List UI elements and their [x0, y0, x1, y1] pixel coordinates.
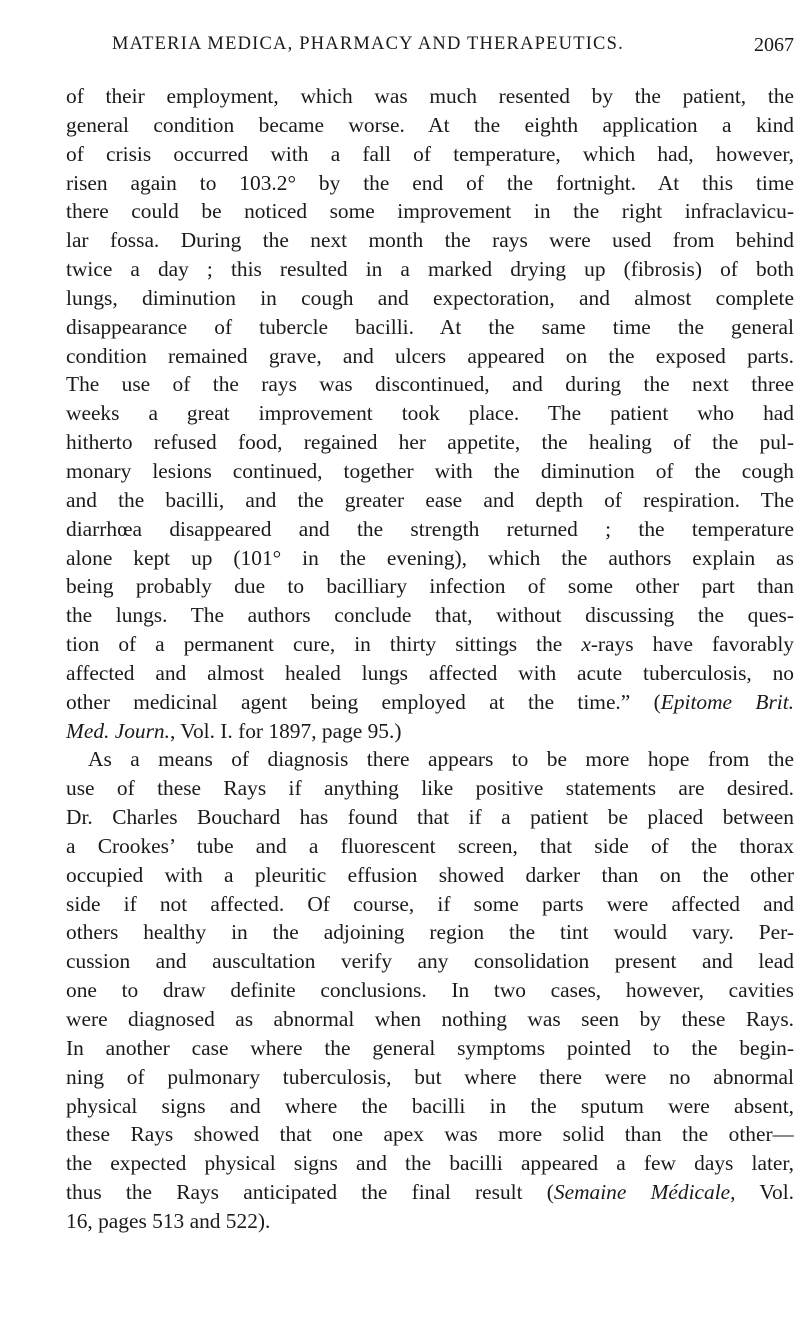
text-segment: lungs, diminution in cough and expectoration, and almost complete — [66, 285, 794, 310]
text-segment: diarrhœa disappeared and the strength returned ; the temperature — [66, 516, 794, 541]
text-line — [66, 1207, 794, 1236]
text-line — [66, 803, 794, 832]
text-line — [66, 399, 794, 428]
text-line — [66, 659, 794, 688]
text-line — [66, 428, 794, 457]
text-segment: one to draw definite conclusions. In two cases, however, cavities — [66, 978, 794, 1003]
text-line — [66, 861, 794, 890]
text-line — [66, 1063, 794, 1092]
text-segment: the expected physical signs and the bacilli appeared a few days later, — [66, 1151, 794, 1176]
text-line — [66, 82, 794, 111]
page-number: 2067 — [754, 34, 794, 56]
text-line — [66, 1120, 794, 1149]
text-segment: were diagnosed as abnormal when nothing was seen by these Rays. — [66, 1007, 794, 1031]
text-segment: , Vol. I. for 1897, page 95.) — [169, 718, 402, 743]
text-segment: these Rays showed that one apex was more solid than the other— — [66, 1122, 794, 1147]
text-line — [66, 515, 794, 544]
text-segment: -rays have favorably — [590, 632, 794, 657]
text-line — [66, 226, 794, 255]
text-segment: condition remained grave, and ulcers appeared on the exposed parts. — [66, 343, 794, 368]
text-line — [66, 601, 794, 630]
italic-text-segment: Med. Journ. — [66, 718, 170, 743]
text-segment: risen again to 103.2° by the end of the fortnight. At this time — [66, 170, 794, 195]
text-line — [66, 630, 794, 659]
text-segment: occupied with a pleuritic effusion showed darker than on the other — [66, 862, 794, 887]
text-segment: , Vol. — [730, 1180, 794, 1205]
text-segment: others healthy in the adjoining region the tint would vary. Per- — [66, 920, 794, 945]
text-line — [66, 572, 794, 601]
text-segment: of crisis occurred with a fall of temperature, which had, however, — [66, 141, 794, 166]
text-line — [66, 1034, 794, 1063]
text-segment: a Crookes’ tube and a fluorescent screen, that side of the thorax — [66, 833, 794, 858]
text-segment: 16, pages 513 and 522). — [66, 1208, 271, 1233]
text-segment: general condition became worse. At the eighth application a kind — [66, 112, 794, 137]
text-line — [66, 774, 794, 803]
text-segment: weeks a great improvement took place. The patient who had — [66, 401, 794, 426]
text-line — [66, 688, 794, 717]
text-line — [66, 890, 794, 919]
running-head — [112, 34, 794, 64]
text-line — [66, 918, 794, 947]
text-segment: use of these Rays if anything like positive statements are desired. — [66, 776, 794, 801]
text-segment: the lungs. The authors conclude that, without discussing the ques- — [66, 603, 794, 628]
text-line — [66, 140, 794, 169]
text-segment: hitherto refused food, regained her appetite, the healing of the pul- — [66, 430, 794, 455]
text-line — [66, 1092, 794, 1121]
text-line — [66, 976, 794, 1005]
text-line — [66, 745, 794, 774]
text-line — [66, 947, 794, 976]
text-line — [66, 111, 794, 140]
text-segment: and the bacilli, and the greater ease and depth of respiration. The — [66, 487, 794, 512]
text-segment: cussion and auscultation verify any consolidation present and lead — [66, 949, 794, 974]
text-line — [66, 370, 794, 399]
text-line — [66, 1149, 794, 1178]
text-segment: The use of the rays was discontinued, and during the next three — [66, 372, 794, 397]
text-segment: affected and almost healed lungs affected with acute tuberculosis, no — [66, 660, 794, 685]
text-segment: thus the Rays anticipated the final result ( — [66, 1180, 554, 1205]
text-line — [66, 313, 794, 342]
text-segment: ning of pulmonary tuberculosis, but where there were no abnormal — [66, 1064, 794, 1089]
text-line — [66, 284, 794, 313]
text-segment: physical signs and where the bacilli in the sputum were absent, — [66, 1093, 794, 1118]
running-title: MATERIA MEDICA, PHARMACY AND THERAPEUTICS. — [112, 34, 624, 54]
text-segment: other medicinal agent being employed at the time.” ( — [66, 689, 661, 714]
text-segment: side if not affected. Of course, if some parts were affected and — [66, 891, 794, 916]
italic-text-segment: Epitome Brit. — [660, 689, 794, 714]
text-segment: of their employment, which was much resented by the patient, the — [66, 84, 794, 108]
text-segment: tion of a permanent cure, in thirty sittings the — [66, 632, 582, 657]
text-line — [66, 342, 794, 371]
text-line — [66, 1178, 794, 1207]
text-line — [66, 197, 794, 226]
italic-text-segment: x — [581, 632, 591, 657]
text-segment: As a means of diagnosis there appears to be more hope from the — [88, 747, 794, 772]
text-segment: monary lesions continued, together with the diminution of the cough — [66, 458, 794, 483]
text-segment: lar fossa. During the next month the rays were used from behind — [66, 228, 794, 253]
text-line — [66, 169, 794, 198]
text-line — [66, 486, 794, 515]
text-line — [66, 255, 794, 284]
text-line — [66, 832, 794, 861]
text-line — [66, 544, 794, 573]
text-segment: there could be noticed some improvement in the right infraclavicu- — [66, 199, 794, 224]
text-line — [66, 1005, 794, 1034]
text-line — [66, 457, 794, 486]
text-segment: being probably due to bacilliary infection of some other part than — [66, 574, 794, 599]
text-segment: In another case where the general symptoms pointed to the begin- — [66, 1035, 794, 1060]
text-segment: twice a day ; this resulted in a marked drying up (fibrosis) of both — [66, 257, 794, 282]
text-segment: Dr. Charles Bouchard has found that if a patient be placed between — [66, 805, 794, 830]
text-segment: alone kept up (101° in the evening), which the authors explain as — [66, 545, 794, 570]
text-line — [66, 717, 794, 746]
text-segment: disappearance of tubercle bacilli. At the same time the general — [66, 314, 794, 339]
body-text — [66, 82, 794, 1236]
italic-text-segment: Semaine Médicale — [553, 1180, 731, 1205]
